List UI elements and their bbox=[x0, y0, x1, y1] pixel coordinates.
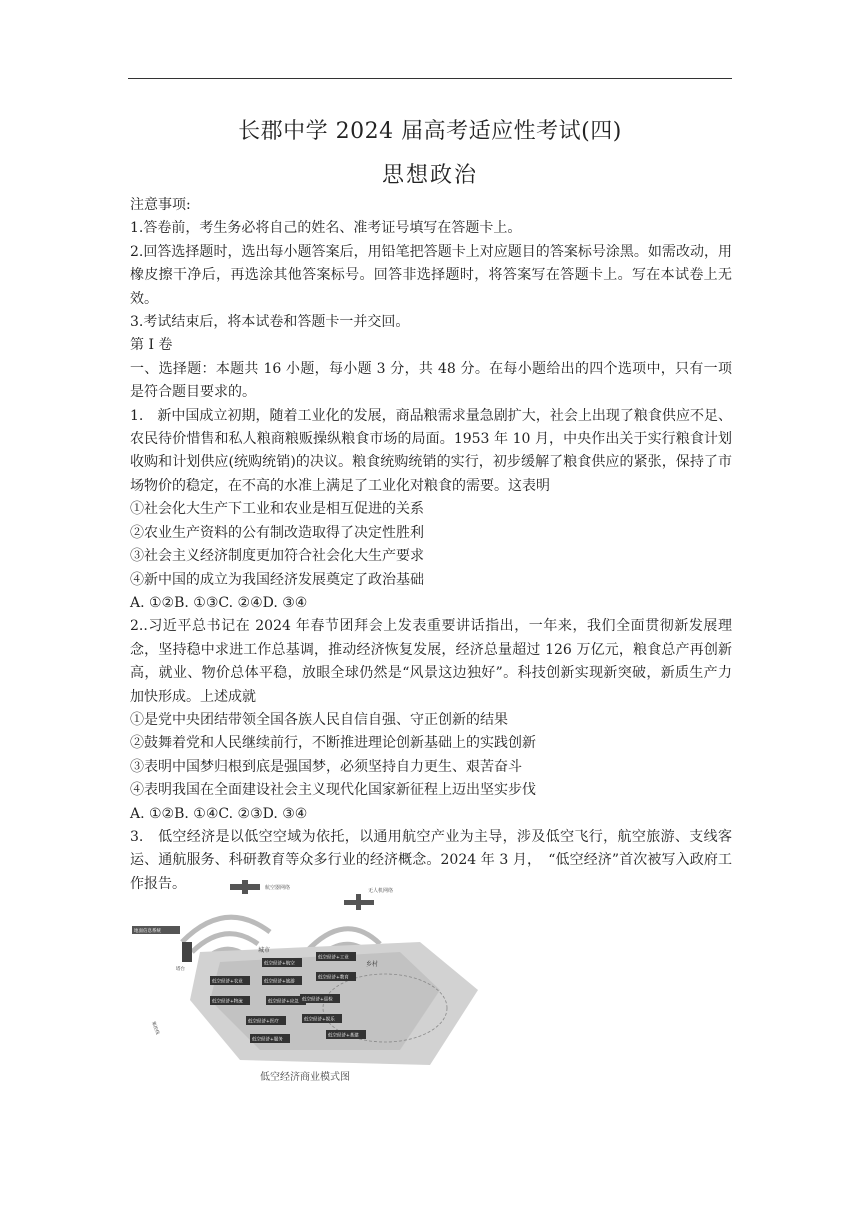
statement: ④新中国的成立为我国经济发展奠定了政治基础 bbox=[130, 571, 424, 588]
category-label: 低空经济+应急 bbox=[268, 999, 299, 1005]
city-label: 城市 bbox=[258, 947, 271, 954]
statement: ②农业生产资料的公有制改造取得了决定性胜利 bbox=[130, 524, 424, 541]
volume-label: 第 I 卷 bbox=[130, 337, 173, 354]
category-label: 低空经济+旅游 bbox=[264, 979, 295, 985]
network-label: 航空器网络 bbox=[265, 885, 291, 891]
satellite-icon bbox=[230, 880, 260, 894]
category-label: 低空经济+医疗 bbox=[248, 1019, 279, 1025]
statement: ①是党中央团结带领全国各族人民自信自强、守正创新的结果 bbox=[130, 711, 508, 728]
ground-system-label: 地面信息系统 bbox=[134, 929, 161, 934]
village-label: 乡村 bbox=[366, 961, 379, 968]
answer-options: A. ①②B. ①③C. ②④D. ③④ bbox=[130, 594, 308, 611]
exam-title: 长郡中学 2024 届高考适应性考试(四) bbox=[238, 119, 622, 144]
notice-item: 1.答卷前，考生务必将自己的姓名、准考证号填写在答题卡上。 bbox=[130, 220, 522, 237]
figure-caption: 低空经济商业模式图 bbox=[260, 1072, 350, 1083]
category-label: 低空经济+服务 bbox=[252, 1037, 283, 1043]
answer-options: A. ①②B. ①④C. ②③D. ③④ bbox=[130, 805, 308, 822]
category-label: 低空经济+巡检 bbox=[302, 997, 333, 1003]
header-rule bbox=[128, 78, 732, 79]
question-stem: 3. 低空经济是以低空空域为依托，以通用航空产业为主导，涉及低空飞行，航空旅游、支线客运、通航服务、科研教育等众多行业的经济概念。2024 年 3 月， “低空经济”首次被写入政府工作报告。 bbox=[130, 828, 732, 892]
category-label: 低空经济+工业 bbox=[318, 955, 349, 961]
notice-item: 2.回答选择题时，选出每小题答案后，用铅笔把答题卡上对应题目的答案标号涂黑。如需改动，用橡皮擦干净后，再选涂其他答案标号。回答非选择题时，将答案写在答题卡上。写在本试卷上无效。 bbox=[130, 243, 732, 307]
statement: ②鼓舞着党和人民继续前行，不断推进理论创新基础上的实践创新 bbox=[130, 735, 536, 752]
category-label: 低空经济+娱乐 bbox=[304, 1017, 335, 1023]
notice-item: 3.考试结束后，将本试卷和答题卡一并交回。 bbox=[130, 314, 410, 331]
exam-body bbox=[130, 194, 732, 896]
drone-icon bbox=[344, 894, 374, 910]
subject-title: 思想政治 bbox=[381, 163, 478, 188]
drone-network-label: 无人机网络 bbox=[368, 888, 394, 894]
side-label: 集控线 bbox=[150, 1020, 160, 1036]
question-stem: 1. 新中国成立初期，随着工业化的发展，商品粮需求量急剧扩大，社会上出现了粮食供应不足、农民待价惜售和私人粮商粮贩操纵粮食市场的局面。1953 年 10 月，中央作出关于实行粮食计划收购和计划供应(统购统销)的决议。粮食统购统销的实行，初步缓解了粮食供应的紧张，保持了市场物价的稳定，在不高的水准上满足了工业化对粮食的需要。这表明 bbox=[130, 407, 732, 494]
category-label: 低空经济+农业 bbox=[212, 979, 243, 985]
tower-label: 塔台 bbox=[176, 967, 185, 972]
notice-heading: 注意事项: bbox=[130, 197, 191, 213]
statement: ①社会化大生产下工业和农业是相互促进的关系 bbox=[130, 501, 424, 518]
statement: ③表明中国梦归根到底是强国梦，必须坚持自力更生、艰苦奋斗 bbox=[130, 758, 522, 775]
tower-icon bbox=[182, 942, 192, 962]
statement: ③社会主义经济制度更加符合社会化大生产要求 bbox=[130, 548, 424, 565]
question-stem: 2..习近平总书记在 2024 年春节团拜会上发表重要讲话指出，一年来，我们全面贯彻新发展理念，坚持稳中求进工作总基调，推动经济恢复发展，经济总量超过 126 万亿元，粮食总产再创新高，就业、物价总体平稳，放眼全球仍然是“风景这边独好”。科技创新实现新突破，新质生产力加快形成。上述成就 bbox=[130, 618, 732, 705]
section-instructions: 一、选择题：本题共 16 小题，每小题 3 分，共 48 分。在每小题给出的四个选项中，只有一项是符合题目要求的。 bbox=[130, 360, 732, 401]
category-label: 低空经济+基建 bbox=[328, 1033, 359, 1039]
category-label: 低空经济+物流 bbox=[212, 999, 243, 1005]
category-label: 低空经济+航空 bbox=[264, 961, 295, 967]
low-altitude-economy-diagram bbox=[130, 880, 480, 1085]
category-label: 低空经济+教育 bbox=[318, 975, 349, 981]
statement: ④表明我国在全面建设社会主义现代化国家新征程上迈出坚实步伐 bbox=[130, 782, 536, 799]
